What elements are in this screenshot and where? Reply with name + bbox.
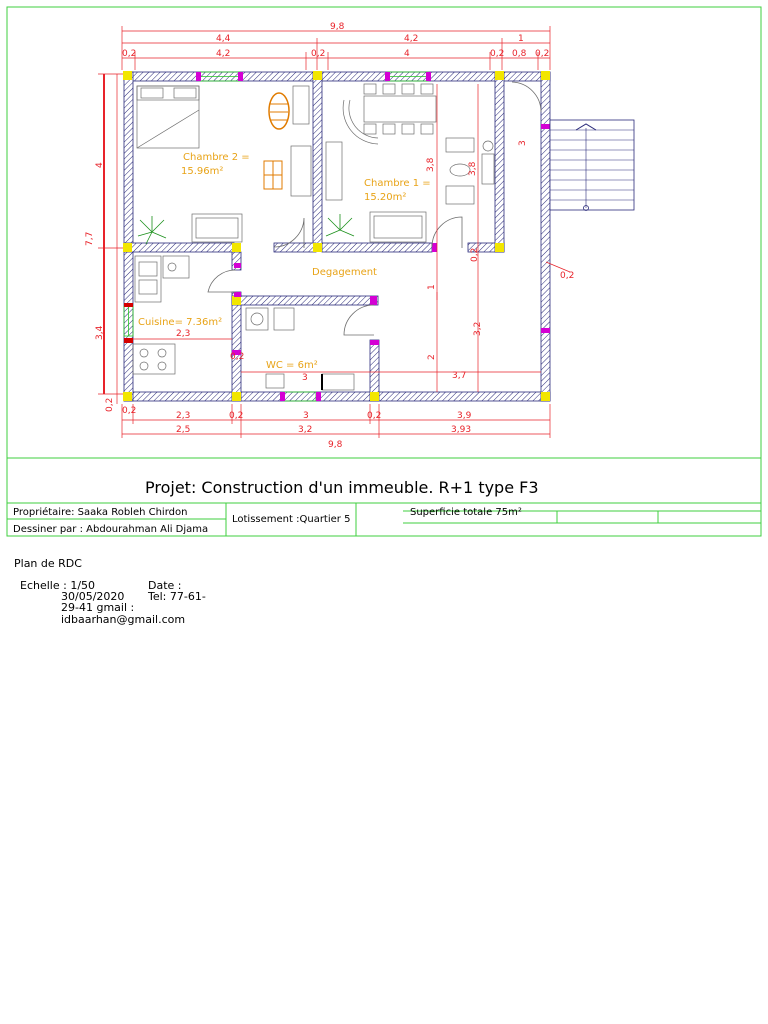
room-label-wc: WC = 6m²: [266, 360, 318, 371]
bedroom-1-furniture: [326, 84, 494, 392]
room-area-chambre-2: 15.96m²: [181, 166, 224, 177]
dim-corridor-1: 1: [427, 284, 437, 290]
dim-top-right: 1: [518, 34, 524, 44]
dim-row3-f: 0,8: [512, 49, 527, 59]
dim-bottom-d: 3: [303, 411, 309, 421]
dim-bottom2-a: 2,5: [176, 425, 191, 435]
dim-row3-e: 0,2: [490, 49, 505, 59]
dim-left-upper: 4: [95, 162, 105, 168]
dim-top-left: 4,4: [216, 34, 231, 44]
owner-label: Propriétaire: Saaka Robleh Chirdon: [13, 507, 188, 518]
plan-label: Plan de RDC: [14, 557, 82, 570]
phone-continuation: 29-41 gmail :: [61, 601, 135, 614]
room-area-chambre-1: 15.20m²: [364, 192, 407, 203]
room-label-degagement: Degagement: [312, 267, 377, 278]
dim-bottom-a: 0,2: [122, 406, 137, 416]
dim-left-bottom: 0,2: [105, 397, 115, 412]
room-label-chambre-2: Chambre 2 =: [183, 152, 250, 163]
dim-left-lower: 3,4: [95, 325, 105, 340]
dim-bottom2-c: 3,93: [451, 425, 472, 435]
scale-label: Echelle : 1/50: [20, 579, 96, 592]
dim-bottom-e: 0,2: [367, 411, 382, 421]
top-dimensions: [122, 22, 550, 70]
walls: [124, 72, 550, 401]
email-text: idbaarhan@gmail.com: [61, 613, 186, 626]
surface-label: Superficie totale 75m²: [410, 507, 522, 518]
lotissement-label: Lotissement :Quartier 5: [232, 514, 351, 525]
dim-bottom2-b: 3,2: [298, 425, 313, 435]
dim-row3-d: 4: [404, 49, 410, 59]
dim-bottom-f: 3,9: [457, 411, 472, 421]
dim-kitchen-wall: 0,2: [230, 352, 245, 362]
dim-row3-g: 0,2: [535, 49, 550, 59]
dim-kitchen-width: 2,3: [176, 329, 191, 339]
staircase: [550, 120, 634, 211]
room-label-cuisine: Cuisine= 7.36m²: [138, 317, 223, 328]
dim-row3-c: 0,2: [311, 49, 326, 59]
dim-right-upper: 3: [518, 140, 528, 146]
dim-row3-b: 4,2: [216, 49, 231, 59]
dim-right-small: 0,2: [470, 247, 480, 262]
dim-wc-width: 3: [302, 373, 308, 383]
bottom-dimensions: [122, 404, 550, 450]
dim-bottom-total: 9,8: [328, 440, 343, 450]
dim-bottom-c: 0,2: [229, 411, 244, 421]
dim-left-total: 7,7: [85, 231, 95, 246]
date-value: 30/05/2020: [61, 590, 125, 603]
windows: [124, 72, 428, 401]
bedroom-2-furniture: [137, 86, 311, 244]
drawn-by-label: Dessiner par : Abdourahman Ali Djama: [13, 524, 209, 535]
dim-top-mid: 4,2: [404, 34, 419, 44]
dim-top-total: 9,8: [330, 22, 345, 32]
dim-right-mid: 3,8: [426, 157, 436, 172]
dim-row3-a: 0,2: [122, 49, 137, 59]
date-label: Date :: [148, 579, 182, 592]
dim-right-room-width: 3,7: [452, 371, 467, 381]
dim-right-stair-gap: 0,2: [560, 271, 575, 281]
wc-furniture: [241, 308, 541, 390]
dim-right-lower: 3,2: [473, 321, 483, 336]
drawing-frame: [7, 7, 761, 536]
kitchen-furniture: [133, 256, 232, 374]
project-title: Projet: Construction d'un immeuble. R+1 type F3: [145, 478, 539, 497]
dim-right-mid2: 3,8: [468, 161, 478, 176]
phone-label: Tel: 77-61-: [148, 590, 206, 603]
room-label-chambre-1: Chambre 1 =: [364, 178, 431, 189]
dim-corridor-2: 2: [427, 354, 437, 360]
left-dimensions: [85, 74, 124, 412]
dim-bottom-b: 2,3: [176, 411, 191, 421]
columns: [123, 71, 550, 401]
